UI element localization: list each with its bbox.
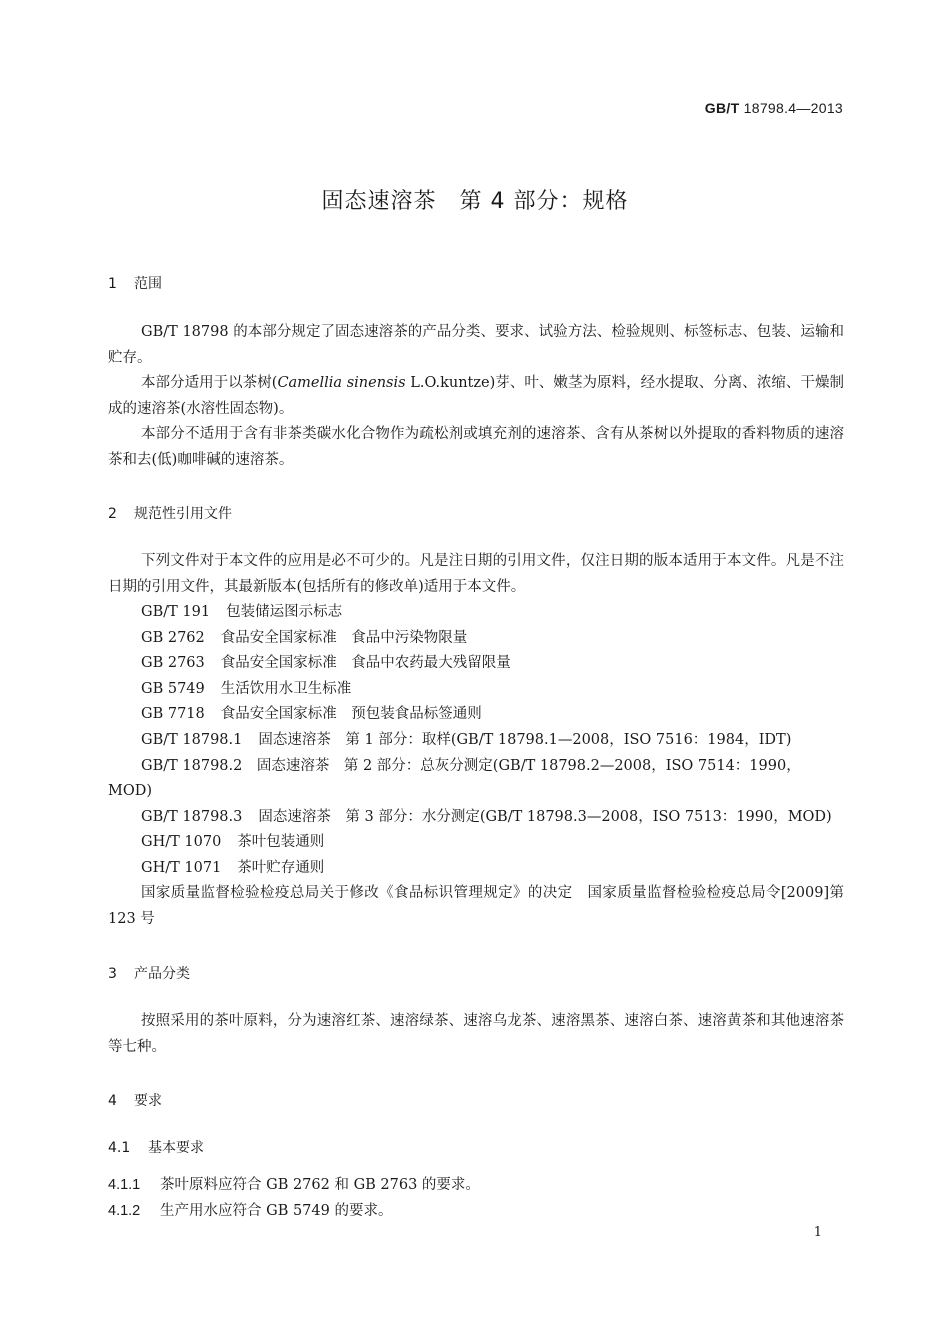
- reference-code: GB 2763: [141, 655, 205, 671]
- section-title: 要求: [134, 1093, 162, 1109]
- section-number: 4: [108, 1093, 117, 1109]
- reference-item: [141, 677, 351, 703]
- page-title: 固态速溶茶 第 4 部分：规格: [321, 189, 629, 214]
- reference-title: 包装储运图示标志: [226, 604, 343, 620]
- reference-title: 食品安全国家标准 食品中污染物限量: [220, 630, 468, 646]
- clause-4-1-2: [108, 1199, 392, 1220]
- section-title: 产品分类: [134, 966, 190, 982]
- reference-item: [141, 805, 832, 831]
- section-1-heading: [108, 273, 162, 293]
- reference-title: 茶叶贮存通则: [237, 860, 325, 876]
- standard-code: 18798.4—2013: [743, 100, 843, 116]
- latin-species-name: Camellia sinensis: [277, 375, 406, 391]
- scope-paragraph-2: [108, 371, 844, 422]
- text-span: 本部分适用于以茶树(: [141, 375, 278, 391]
- subsection-number: 4.1: [108, 1140, 131, 1156]
- reference-title: 固态速溶茶 第 1 部分：取样(GB/T 18798.1—2008，ISO 7516：1984，IDT): [258, 732, 792, 748]
- section-number: 1: [108, 276, 117, 292]
- reference-code: GH/T 1070: [141, 834, 222, 850]
- clause-text: 茶叶原料应符合 GB 2762 和 GB 2763 的要求。: [160, 1177, 480, 1193]
- section-number: 3: [108, 966, 117, 982]
- clause-number: 4.1.2: [108, 1203, 141, 1219]
- text-span: L.O.kuntze)芽、叶、嫩茎为原料，经水提取、分离、浓缩、干燥制成的速溶茶(水溶性固态物)。: [108, 375, 844, 417]
- reference-title: 生活饮用水卫生标准: [220, 681, 352, 697]
- section-3-heading: [108, 963, 190, 983]
- reference-item: [141, 856, 324, 882]
- subsection-4-1-heading: [108, 1137, 204, 1157]
- reference-item: [141, 651, 511, 677]
- clause-4-1-1: [108, 1173, 480, 1194]
- section-title: 范围: [134, 276, 162, 292]
- reference-title: 茶叶包装通则: [237, 834, 325, 850]
- reference-code: GB 5749: [141, 681, 205, 697]
- classification-paragraph: 按照采用的茶叶原料，分为速溶红茶、速溶绿茶、速溶乌龙茶、速溶黑茶、速溶白茶、速溶黄茶和其他速溶茶等七种。: [108, 1013, 844, 1055]
- section-title: 规范性引用文件: [134, 506, 232, 522]
- clause-text: 生产用水应符合 GB 5749 的要求。: [160, 1203, 393, 1219]
- reference-title: 固态速溶茶 第 3 部分：水分测定(GB/T 18798.3—2008，ISO 7513：1990，MOD): [258, 809, 832, 825]
- standard-number: [705, 100, 843, 116]
- scope-paragraph-1: GB/T 18798 的本部分规定了固态速溶茶的产品分类、要求、试验方法、检验规则、标签标志、包装、运输和贮存。: [108, 324, 844, 366]
- references-intro: 下列文件对于本文件的应用是必不可少的。凡是注日期的引用文件，仅注日期的版本适用于本文件。凡是不注日期的引用文件，其最新版本(包括所有的修改单)适用于本文件。: [108, 553, 844, 595]
- reference-item-line-2: MOD): [108, 783, 153, 799]
- reference-code: GB 7718: [141, 706, 205, 722]
- scope-paragraph-3: 本部分不适用于含有非茶类碳水化合物作为疏松剂或填充剂的速溶茶、含有从茶树以外提取的香料物质的速溶茶和去(低)咖啡碱的速溶茶。: [108, 426, 844, 468]
- standard-prefix: GB/T: [704, 100, 740, 116]
- reference-code: GB/T 191: [141, 604, 211, 620]
- reference-title: 食品安全国家标准 预包装食品标签通则: [220, 706, 482, 722]
- reference-code: GB/T 18798.3: [141, 809, 243, 825]
- reference-title: 食品安全国家标准 食品中农药最大残留限量: [220, 655, 511, 671]
- reference-code: GB/T 18798.1: [141, 732, 243, 748]
- section-4-heading: [108, 1090, 162, 1110]
- page-number: 1: [813, 1225, 822, 1240]
- reference-item: [141, 728, 791, 754]
- reference-item: [141, 600, 342, 626]
- reference-code: GB 2762: [141, 630, 205, 646]
- reference-item: [141, 626, 467, 652]
- reference-item-line-1: GB/T 18798.2 固态速溶茶 第 2 部分：总灰分测定(GB/T 18798.2—2008，ISO 7514：1990，: [141, 758, 801, 774]
- reference-item: [141, 702, 482, 728]
- subsection-title: 基本要求: [148, 1140, 204, 1156]
- reference-decree: 国家质量监督检验检疫总局关于修改《食品标识管理规定》的决定 国家质量监督检验检疫总局令[2009]第 123 号: [108, 885, 844, 927]
- section-2-heading: [108, 503, 232, 523]
- reference-item: [141, 830, 324, 856]
- section-number: 2: [108, 506, 117, 522]
- clause-number: 4.1.1: [108, 1177, 141, 1193]
- reference-code: GH/T 1071: [141, 860, 222, 876]
